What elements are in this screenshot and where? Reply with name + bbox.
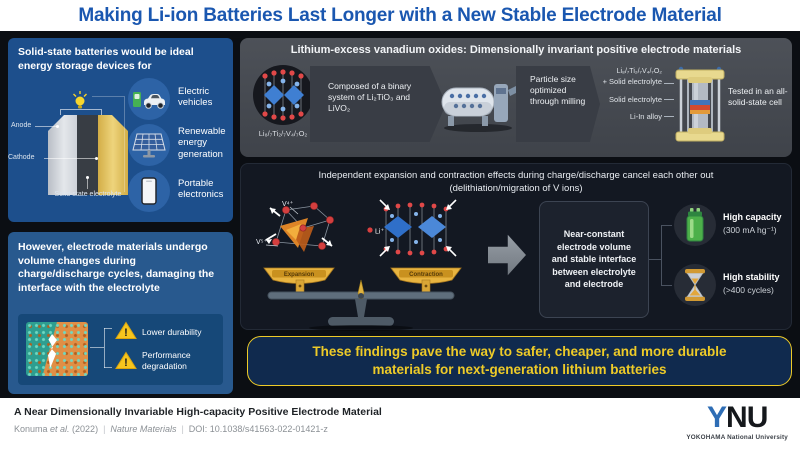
application-label: Portable electronics [178,178,224,201]
balance-pillar [355,299,367,317]
benefit-detail: (300 mA hg⁻¹) [723,225,777,235]
connector-line [649,259,661,260]
v-ion-label: V⁵⁺ [256,239,268,246]
benefit-label: High stability [723,272,780,282]
application-icon-circle [128,170,170,212]
connector-line [92,96,124,97]
page-title: Making Li-ion Batteries Last Longer with a New Stable Electrode Material [78,4,722,26]
svg-text:!: ! [124,327,128,339]
ynu-logo [686,403,788,441]
application-label: Electric vehicles [178,86,213,109]
problem-panel [8,232,233,394]
mechanism-heading-line2: (delithiation/migration of V ions) [449,183,583,194]
ball-mill-icon [438,76,522,134]
issue-label: Lower durability [142,327,202,337]
application-label: Renewable energy generation [178,126,226,160]
anode-label: Anode [11,122,32,129]
mechanism-heading-line1: Independent expansion and contraction effects during charge/discharge cancel each other out [318,170,714,181]
result-box [539,201,649,318]
benefit-icon-circle [674,264,716,306]
process-panel [240,38,792,157]
pointer-dot [56,125,59,128]
connector-line [661,285,672,286]
connector-line [87,179,88,189]
li-ion-label: Li⁺ [375,228,385,236]
connector-line [661,225,672,226]
citation-etal: et al. [50,424,70,434]
v-ion-label: V⁴⁺ [282,201,294,208]
contraction-pan-label: Contraction [409,271,443,278]
process-heading: Lithium-excess vanadium oxides: Dimensionally invariant positive electrode materials [290,44,742,56]
arrow-right-icon [488,232,526,278]
title-bar [0,0,800,31]
problem-box [18,314,223,385]
svg-text:!: ! [124,357,128,369]
formula-label: Li₈/₇Ti₂/₇V₄/₇O₂ [258,129,308,138]
result-text: Near-constant electrode volume and stable interface between electrolyte and electrode [551,229,637,290]
smartphone-icon [141,177,157,205]
conclusion-banner [247,336,792,386]
solar-panel-icon [132,131,166,159]
cathode-label: Cathode [8,154,35,161]
battery-icon [685,208,705,242]
connector-line [44,158,96,159]
benefit-label: High capacity [723,212,782,222]
citation-year: (2022) [69,424,99,434]
citation-doi: DOI: 10.1038/s41563-022-01421-z [188,424,328,434]
bracket-line [104,328,105,368]
ynu-logo-letters [686,403,788,433]
logo-letters-nu: NU [726,401,768,434]
cell-anode-label: Li-In alloy [629,112,662,121]
citation-separator: | [181,424,184,434]
conclusion-text: These findings pave the way to safer, cheaper, and more durable materials for next-generation lithium batteries [312,343,727,377]
cell-cathode-label: + Solid electrolyte [602,77,662,86]
intro-panel [8,38,233,222]
crack-shape [48,334,57,368]
ynu-logo-subtitle: YOKOHAMA National University [686,434,788,441]
intro-heading: Solid-state batteries would be ideal energy storage devices for [18,46,194,72]
bracket-line [104,367,112,368]
citation [14,424,328,434]
benefit-detail: (>400 cycles) [723,285,774,295]
warning-triangle-icon [115,321,137,340]
footer [0,398,800,450]
citation-journal: Nature Materials [110,424,177,434]
li-ion-dot [367,227,372,232]
mechanism-panel [240,163,792,330]
all-solid-state-cell-icon [670,62,730,150]
step2-text: Particle size optimized through milling [530,74,586,107]
balance-base [328,317,394,326]
hourglass-icon [683,269,707,301]
electrolyte-label: Solid-state electrolyte [54,191,122,198]
step3-text: Tested in an all-solid-state cell [728,86,788,108]
battery-terminal-bracket [60,109,102,115]
crystal-structure-icon [252,64,314,126]
connector-line [35,126,57,127]
bracket-line [90,347,104,348]
application-icon-circle [128,124,170,166]
ev-charging-car-icon [132,87,166,111]
octahedron [384,216,412,238]
citation-authors: Konuma [14,424,51,434]
bracket-line [104,328,112,329]
step1-text: Composed of a binary system of Li₂TiO₃ and LiVO₂ [328,81,412,114]
warning-triangle-icon [115,351,137,370]
cell-cathode-formula: Li₈/₇Ti₂/₇V₄/₇O₂ [616,68,662,75]
pointer-dot [95,157,98,160]
benefit-icon-circle [674,204,716,246]
pointer-dot [86,176,89,179]
balance-scale-figure [256,196,466,332]
citation-separator: | [103,424,106,434]
application-icon-circle [128,78,170,120]
paper-title: A Near Dimensionally Invariable High-capacity Positive Electrode Material [14,406,382,418]
issue-label: Performance degradation [142,350,191,371]
logo-letter-y: Y [707,401,727,434]
cell-electrolyte-label: Solid electrolyte [609,95,662,104]
expansion-pan-label: Expansion [283,271,315,278]
battery-illustration [48,115,128,195]
connector-line [661,225,662,285]
lightbulb-icon [72,91,88,111]
connector-line [124,96,125,192]
anode-layer [48,115,77,195]
problem-text: However, electrode materials undergo volume changes during charge/discharge cycles, damaging the interface with the electrolyte [18,241,215,294]
electrode-micrograph-image [26,322,88,376]
